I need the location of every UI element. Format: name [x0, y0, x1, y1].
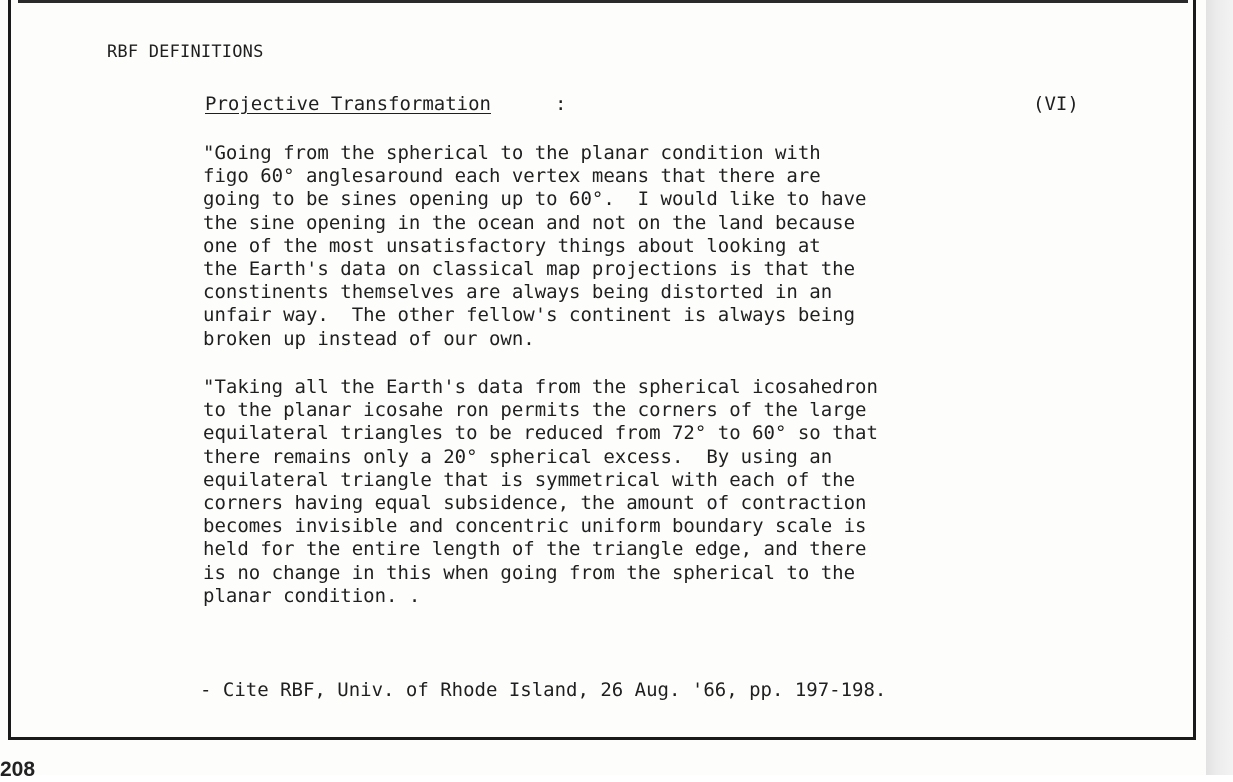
citation: - Cite RBF, Univ. of Rhode Island, 26 Aug. '66, pp. 197-198.: [200, 679, 887, 701]
page-number: 208: [0, 758, 36, 781]
entry-title-colon: :: [555, 93, 567, 115]
quote-paragraph-2: "Taking all the Earth's data from the spherical icosahedron to the planar icosahe ron permits the corners of the large equilateral triangles to be reduced from 72° to 60° so that there remains only a 20° spherical excess. By using an equilateral triangle that is symmetrical with each of the corners having equal subsidence, the amount of contraction becomes invisible and concentric uniform boundary scale is held for the entire length of the triangle edge, and there is no change in this when going from the spherical to the planar condition. .: [203, 376, 878, 607]
definition-card: [8, 0, 1196, 740]
card-top-border: [18, 0, 1188, 3]
quote-paragraph-1: "Going from the spherical to the planar condition with figo 60° anglesaround each vertex means that there are going to be sines opening up to 60°. I would like to have the sine opening in the ocean and not on the land because one of the most unsatisfactory things about looking at the Earth's data on classical map projections is that the constinents themselves are always being distorted in an unfair way. The other fellow's continent is always being broken up instead of our own.: [203, 142, 867, 350]
section-heading: RBF DEFINITIONS: [107, 42, 264, 62]
entry-title: Projective Transformation: [205, 93, 491, 115]
entry-number: (VI): [1033, 93, 1079, 115]
page-edge-shadow: [1206, 0, 1233, 775]
